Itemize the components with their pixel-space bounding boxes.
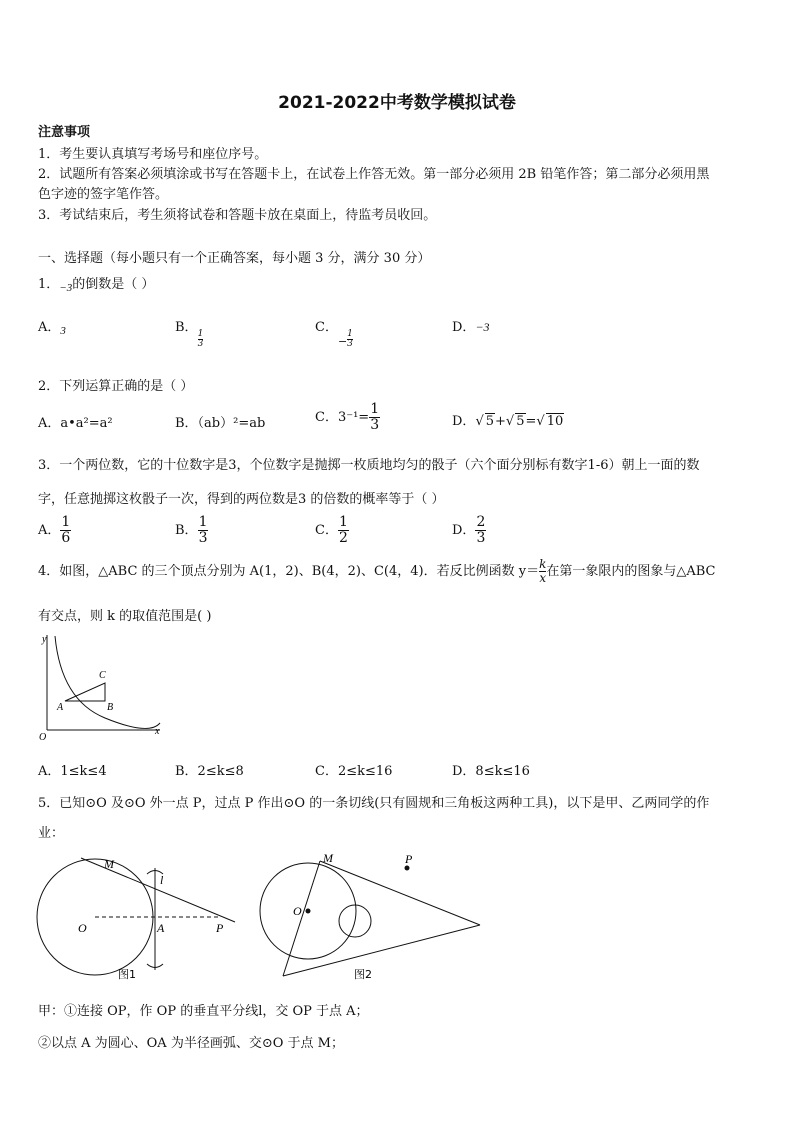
question-2-stem: 2．下列运算正确的是（ ） [38, 379, 194, 394]
q5-fig1-label-l: l [160, 873, 164, 887]
section-heading: 一、选择题（每小题只有一个正确答案，每小题 3 分，满分 30 分） [38, 251, 431, 266]
notice-item-3: 3．考试结束后，考生须将试卷和答题卡放在桌面上，待监考员收回。 [38, 208, 437, 223]
q2-option-b: B．（ab）²=ab [175, 416, 266, 431]
q2-option-d: D．√ 5+√ 5=√ 10 [452, 414, 564, 429]
q5-figure-1 [35, 850, 240, 985]
question-5-line2: 业： [38, 826, 65, 841]
q1-option-b: B． $\frac{1}{3}$ [175, 320, 204, 349]
notice-item-2-line2: 色字迹的签字笔作答。 [38, 187, 169, 202]
question-4-line1: 4．如图，△ABC 的三个顶点分别为 A(1，2)、B(4，2)、C(4，4)．若反比例函数 y＝ $\frac{k}{x}$ 在第一象限内的图象与△ABC [38, 557, 716, 585]
q4-option-a: A．1≤k≤4 [38, 764, 107, 779]
q5-fig1-label-a: A [157, 921, 165, 935]
q4-label-b: B [107, 702, 114, 713]
q1-number: 1． [38, 277, 60, 292]
q1-option-d: D．−3 [452, 320, 490, 335]
question-3-line1: 3．一个两位数，它的十位数字是3，个位数字是抛掷一枚质地均匀的骰子（六个面分别标有数字1-6）朝上一面的数 [38, 458, 700, 473]
q4-label-x: x [155, 726, 160, 737]
q5-fig1-label-o: O [78, 921, 87, 935]
q4-label-y: y [42, 634, 47, 645]
q4-label-a: A [57, 702, 64, 713]
q4-figure [35, 630, 170, 745]
q4-option-c: C．2≤k≤16 [315, 764, 393, 779]
q3-option-a: A． $\frac{1}{6}$ [38, 514, 71, 546]
notice-item-2-line1: 2．试题所有答案必须填涂或书写在答题卡上，在试卷上作答无效。第一部分必须用 2B 铅笔作答；第二部分必须用黑 [38, 167, 710, 182]
question-4-line2: 有交点，则 k 的取值范围是( ) [38, 609, 212, 624]
question-5-line1: 5．已知⊙O 及⊙O 外一点 P，过点 P 作出⊙O 的一条切线(只有圆规和三角板这两种工具)，以下是甲、乙两同学的作 [38, 796, 710, 811]
q5-fig2-label-o: O [293, 904, 302, 918]
q1-option-a: A．$_3$ [38, 320, 66, 337]
q3-option-d: D． $\frac{2}{3}$ [452, 514, 486, 546]
q4-option-b: B．2≤k≤8 [175, 764, 244, 779]
notice-heading: 注意事项 [38, 125, 91, 140]
question-1-stem [38, 273, 154, 292]
notice-item-1: 1．考生要认真填写考场号和座位序号。 [38, 147, 268, 162]
q4-option-d: D．8≤k≤16 [452, 764, 530, 779]
q1-option-c: C．$_-$ $\frac{1}{3}$ [315, 320, 353, 349]
q1-text: 的倒数是（ ） [72, 277, 155, 292]
q4-label-o: O [39, 732, 47, 743]
q2-option-a: A．a•a²=a² [38, 416, 113, 431]
q2-option-c: C．3⁻¹= $\frac{1}{3}$ [315, 401, 380, 433]
q5-figure-2 [255, 848, 485, 983]
q5-fig1-caption: 图1 [118, 968, 136, 981]
q5-fig2-label-p: P [405, 852, 413, 866]
question-3-line2: 字，任意抛掷这枚骰子一次，得到的两位数是3 的倍数的概率等于（ ） [38, 492, 445, 507]
q5-jia-step-2: ②以点 A 为圆心、OA 为半径画弧、交⊙O 于点 M； [38, 1036, 344, 1051]
q4-label-c: C [99, 670, 106, 681]
q1-expression: −3 [59, 282, 73, 294]
q5-fig2-caption: 图2 [354, 968, 372, 981]
q5-fig1-label-m: M [104, 857, 114, 871]
q5-fig2-label-m: M [323, 851, 333, 865]
page-title: 2021-2022中考数学模拟试卷 [278, 93, 516, 113]
q3-option-b: B． $\frac{1}{3}$ [175, 514, 208, 546]
q5-jia-step-1: 甲：①连接 OP，作 OP 的垂直平分线l，交 OP 于点 A； [38, 1004, 369, 1019]
q3-option-c: C． $\frac{1}{2}$ [315, 514, 348, 546]
q5-fig1-label-p: P [216, 921, 224, 935]
